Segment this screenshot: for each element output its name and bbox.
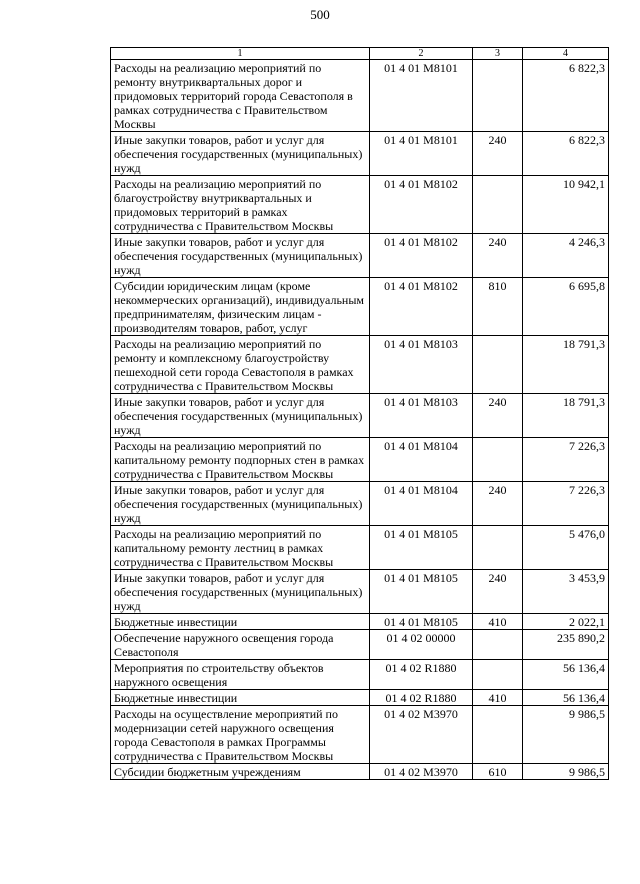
header-col-name: 1 — [111, 48, 370, 60]
row-type: 610 — [473, 764, 523, 780]
table-row — [111, 482, 609, 526]
row-code: 01 4 01 M8105 — [370, 570, 473, 614]
row-name: Иные закупки товаров, работ и услуг для обеспечения государственных (муниципальных) нужд — [111, 132, 370, 176]
table-header — [111, 48, 609, 60]
row-code: 01 4 01 M8101 — [370, 60, 473, 132]
row-code: 01 4 01 M8102 — [370, 278, 473, 336]
row-code: 01 4 02 R1880 — [370, 660, 473, 690]
row-type: 240 — [473, 132, 523, 176]
row-name: Расходы на реализацию мероприятий по благоустройству внутриквартальных и придомовых территорий в рамках сотрудничества с Правительством Москвы — [111, 176, 370, 234]
row-type: 410 — [473, 614, 523, 630]
header-row — [111, 48, 609, 60]
row-code: 01 4 02 M3970 — [370, 706, 473, 764]
row-code: 01 4 02 M3970 — [370, 764, 473, 780]
table-row — [111, 660, 609, 690]
row-type — [473, 630, 523, 660]
header-col-type: 3 — [473, 48, 523, 60]
table-row — [111, 764, 609, 780]
table-row — [111, 706, 609, 764]
row-name: Обеспечение наружного освещения города Севастополя — [111, 630, 370, 660]
row-amount: 6 822,3 — [523, 132, 609, 176]
row-type: 810 — [473, 278, 523, 336]
row-name: Расходы на реализацию мероприятий по ремонту внутриквартальных дорог и придомовых территорий города Севастополя в рамках сотрудничества с Правительством Москвы — [111, 60, 370, 132]
row-amount: 6 822,3 — [523, 60, 609, 132]
row-name: Иные закупки товаров, работ и услуг для обеспечения государственных (муниципальных) нужд — [111, 234, 370, 278]
row-name: Бюджетные инвестиции — [111, 614, 370, 630]
row-amount: 10 942,1 — [523, 176, 609, 234]
row-type: 240 — [473, 394, 523, 438]
table-body — [111, 60, 609, 780]
row-type — [473, 176, 523, 234]
row-amount: 6 695,8 — [523, 278, 609, 336]
row-amount: 9 986,5 — [523, 706, 609, 764]
table-row — [111, 630, 609, 660]
row-amount: 56 136,4 — [523, 690, 609, 706]
row-type — [473, 660, 523, 690]
row-amount: 2 022,1 — [523, 614, 609, 630]
row-code: 01 4 01 M8102 — [370, 176, 473, 234]
row-code: 01 4 02 00000 — [370, 630, 473, 660]
row-name: Расходы на реализацию мероприятий по ремонту и комплексному благоустройству пешеходной сети города Севастополя в рамках сотрудничества с Правительством Москвы — [111, 336, 370, 394]
header-col-code: 2 — [370, 48, 473, 60]
budget-table — [110, 47, 609, 780]
row-name: Расходы на осуществление мероприятий по модернизации сетей наружного освещения города Севастополя в рамках Программы сотрудничества с Правительством Москвы — [111, 706, 370, 764]
row-name: Иные закупки товаров, работ и услуг для обеспечения государственных (муниципальных) нужд — [111, 570, 370, 614]
row-amount: 7 226,3 — [523, 438, 609, 482]
row-code: 01 4 01 M8104 — [370, 482, 473, 526]
row-code: 01 4 01 M8105 — [370, 614, 473, 630]
row-type: 410 — [473, 690, 523, 706]
row-type: 240 — [473, 482, 523, 526]
row-name: Расходы на реализацию мероприятий по капитальному ремонту подпорных стен в рамках сотрудничества с Правительством Москвы — [111, 438, 370, 482]
header-col-amount: 4 — [523, 48, 609, 60]
row-amount: 3 453,9 — [523, 570, 609, 614]
row-name: Субсидии бюджетным учреждениям — [111, 764, 370, 780]
row-name: Субсидии юридическим лицам (кроме некоммерческих организаций), индивидуальным предпринимателям, физическим лицам - производителям товаров, работ, услуг — [111, 278, 370, 336]
page-number: 500 — [310, 7, 330, 22]
row-type: 240 — [473, 234, 523, 278]
row-name: Бюджетные инвестиции — [111, 690, 370, 706]
row-type — [473, 706, 523, 764]
row-code: 01 4 01 M8104 — [370, 438, 473, 482]
row-name: Иные закупки товаров, работ и услуг для обеспечения государственных (муниципальных) нужд — [111, 394, 370, 438]
table-row — [111, 690, 609, 706]
row-code: 01 4 01 M8101 — [370, 132, 473, 176]
row-amount: 56 136,4 — [523, 660, 609, 690]
table-row — [111, 278, 609, 336]
row-type — [473, 336, 523, 394]
row-type — [473, 60, 523, 132]
table-row — [111, 394, 609, 438]
table-row — [111, 526, 609, 570]
table-row — [111, 60, 609, 132]
row-name: Мероприятия по строительству объектов наружного освещения — [111, 660, 370, 690]
row-amount: 235 890,2 — [523, 630, 609, 660]
table-row — [111, 614, 609, 630]
row-code: 01 4 01 M8105 — [370, 526, 473, 570]
row-type: 240 — [473, 570, 523, 614]
table-row — [111, 234, 609, 278]
row-code: 01 4 01 M8102 — [370, 234, 473, 278]
row-type — [473, 526, 523, 570]
table-row — [111, 438, 609, 482]
row-amount: 9 986,5 — [523, 764, 609, 780]
table-row — [111, 132, 609, 176]
row-amount: 7 226,3 — [523, 482, 609, 526]
row-name: Расходы на реализацию мероприятий по капитальному ремонту лестниц в рамках сотрудничества с Правительством Москвы — [111, 526, 370, 570]
row-amount: 18 791,3 — [523, 394, 609, 438]
row-type — [473, 438, 523, 482]
row-name: Иные закупки товаров, работ и услуг для обеспечения государственных (муниципальных) нужд — [111, 482, 370, 526]
row-amount: 4 246,3 — [523, 234, 609, 278]
row-code: 01 4 02 R1880 — [370, 690, 473, 706]
table-row — [111, 176, 609, 234]
row-amount: 18 791,3 — [523, 336, 609, 394]
table-row — [111, 336, 609, 394]
row-amount: 5 476,0 — [523, 526, 609, 570]
table-row — [111, 570, 609, 614]
row-code: 01 4 01 M8103 — [370, 336, 473, 394]
row-code: 01 4 01 M8103 — [370, 394, 473, 438]
